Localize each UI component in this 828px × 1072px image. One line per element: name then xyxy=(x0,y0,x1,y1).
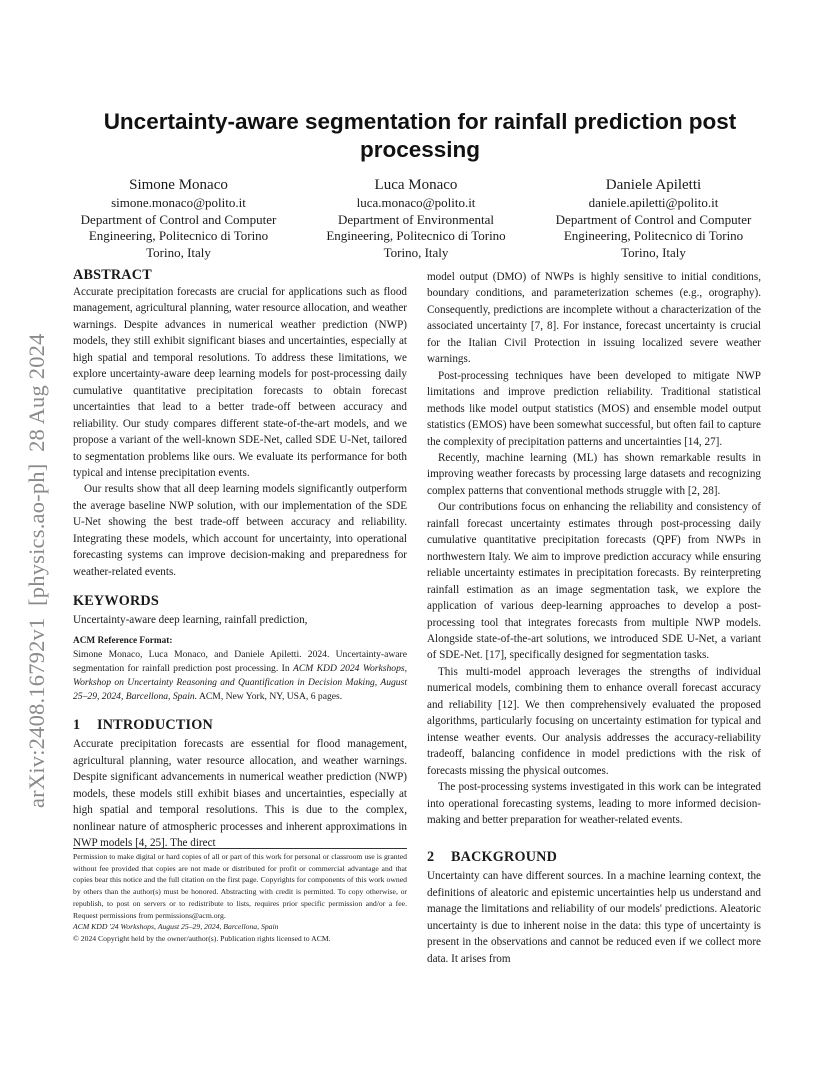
introduction-paragraph: Our contributions focus on enhancing the reliability and consistency of rainfall forecast uncertainty estimates through post-processing daily cumulative quantitative precipitation forecasts (QPF) from NWPs in northwestern Italy. We aim to improve prediction accuracy while ensuring reliable uncertainty estimates in precipitation forecasts. By reinterpreting rainfall estimation as an image segmentation task, we explore the application of various deep-learning approaches to develop a post-processing tool that integrates forecasts from multiple NWP models. Alongside state-of-the-art solutions, we introduced SDE U-Net, a variant of SDE-Net. [17], specifically designed for segmentation tasks. xyxy=(427,501,761,662)
author-name: Luca Monaco xyxy=(374,177,458,193)
author-affiliation: Department of Control and Computer xyxy=(555,211,752,227)
background-paragraph: Uncertainty can have different sources. In a machine learning context, the definitions of aleatoric and epistemic uncertainties help us understand and manage the limitations and reliability of our models' predictions. Aleatoric uncertainty is due to inherent noise in the data: this type of uncertainty is present in the observations and cannot be reduced even if we collect more data. It arises from xyxy=(427,870,761,965)
author-affiliation: Engineering, Politecnico di Torino xyxy=(88,228,269,243)
keywords-heading: KEYWORDS xyxy=(73,593,159,610)
introduction-heading xyxy=(73,716,407,734)
introduction-paragraph: model output (DMO) of NWPs is highly sensitive to initial conditions, boundary conditions, and parameterization schemes (e.g., orography). Consequently, predictions are incomplete without a characterization of the associated uncertainty [7, 8]. For instance, forecast uncertainty is crucial for the Italian Civil Protection in issuing localized severe weather warnings. xyxy=(427,271,761,366)
author-2 xyxy=(298,176,535,261)
introduction-paragraph: Recently, machine learning (ML) has shown remarkable results in improving weather forecasts by processing large datasets and recognizing complex patterns that conventional methods struggle with [2, 28]. xyxy=(427,451,761,497)
author-location: Torino, Italy xyxy=(146,244,211,260)
copyright-line: © 2024 Copyright held by the owner/author(s). Publication rights licensed to ACM. xyxy=(73,933,331,943)
author-name: Simone Monaco xyxy=(129,177,228,193)
author-affiliation: Engineering, Politecnico di Torino xyxy=(326,228,506,243)
author-block xyxy=(60,176,772,261)
acm-reference-venue: ACM KDD 2024 Workshops, Workshop on Uncertainty Reasoning and Quantification in Decision Making, August 25–29, 2024, Barcellona, Spain. xyxy=(73,662,408,703)
author-email: luca.monaco@polito.it xyxy=(356,195,476,210)
left-column xyxy=(73,266,407,852)
venue-line: ACM KDD '24 Workshops, August 25–29, 2024, Barcellona, Spain xyxy=(73,922,279,932)
acm-reference-authors: Simone Monaco, Luca Monaco, and Daniele Apiletti. 2024. Uncertainty-aware segmentation for rainfall prediction post processing. In xyxy=(73,648,407,674)
paper-title: Uncertainty-aware segmentation for rainfall prediction post processing xyxy=(103,109,737,162)
introduction-paragraph: Post-processing techniques have been developed to mitigate NWP limitations and improve prediction reliability. Traditional statistical methods like model output statistics (MOS) and ensemble model output statistics (EMOS) have been somewhat successful, but often fail to capture the complexity of precipitation patterns and uncertainties [14, 27]. xyxy=(427,369,761,448)
author-email: simone.monaco@polito.it xyxy=(111,195,246,210)
keywords-text: Uncertainty-aware deep learning, rainfall prediction, xyxy=(73,614,308,627)
copyright-footnote xyxy=(73,851,407,945)
author-email: daniele.apiletti@polito.it xyxy=(588,195,719,210)
permission-notice: Permission to make digital or hard copies of all or part of this work for personal or classroom use is granted without fee provided that copies are not made or distributed for profit or commercial advantage and that copies bear this notice and the full citation on the first page. Copyrights for components of this work owned by others than the author(s) must be honored. Abstracting with credit is permitted. To copy otherwise, or republish, to post on servers or to redistribute to lists, requires prior specific permission and/or a fee. Request permissions from permissions@acm.org. xyxy=(73,852,407,920)
introduction-paragraph: Accurate precipitation forecasts are essential for flood management, agricultural planning, water resource allocation, and weather warnings. Despite significant advancements in numerical weather prediction (NWP) models, these models still exhibit biases and uncertainties, especially at high spatial and temporal resolutions. This is due to the complex, nonlinear nature of atmospheric processes and inherent approximations in NWP models [4, 25]. The direct xyxy=(73,738,407,850)
abstract-paragraph: Accurate precipitation forecasts are crucial for applications such as flood management, agricultural planning, water resource allocation, and weather warnings. Despite advances in numerical weather prediction (NWP) models, they still exhibit significant biases and uncertainties, especially at high spatial and temporal resolutions. To address these limitations, we explore uncertainty-aware deep learning models for post-processing daily cumulative quantitative precipitation forecasts to obtain forecast uncertainties that lead to a better trade-off between accuracy and reliability. Our study compares different state-of-the-art models, and we propose a variant of the well-known SDE-Net, called SDE U-Net, tailored to segmentation problems like ours. We evaluate its performance for both typical and intense precipitation events. xyxy=(73,286,407,479)
author-affiliation: Department of Environmental xyxy=(338,211,494,227)
acm-reference-heading: ACM Reference Format: xyxy=(73,635,173,646)
right-column xyxy=(427,269,761,967)
section-number: 2 xyxy=(427,849,435,866)
author-location: Torino, Italy xyxy=(383,244,449,260)
author-affiliation: Department of Control and Computer xyxy=(80,211,277,227)
author-location: Torino, Italy xyxy=(621,244,686,260)
section-title: BACKGROUND xyxy=(451,849,558,866)
section-title: INTRODUCTION xyxy=(97,717,213,734)
arxiv-identifier-stamp: arXiv:2408.16792v1 [physics.ao-ph] 28 Aug 2024 xyxy=(24,333,49,808)
author-3 xyxy=(535,176,772,261)
introduction-paragraph: This multi-model approach leverages the strengths of individual numerical models, combining them to enhance overall forecast accuracy and reliability [12]. We then comprehensively evaluated the proposed algorithms, particularly focusing on uncertainty estimation for typical and intense weather events. Our analysis addresses the accuracy-reliability tradeoff, balancing confidence in model predictions with the risk of forecasts missing the physical outcomes. xyxy=(427,665,761,777)
introduction-paragraph: The post-processing systems investigated in this work can be integrated into operational forecasting systems, leading to more informed decision-making and better preparation for weather-related events. xyxy=(427,781,761,826)
abstract-paragraph: Our results show that all deep learning models significantly outperform the average baseline NWP solution, with our implementation of the SDE U-Net showing the best trade-off between accuracy and reliability. Integrating these models, which account for uncertainty, into operational forecasting systems can improve decision-making and preparedness for weather-related events. xyxy=(73,483,407,578)
author-affiliation: Engineering, Politecnico di Torino xyxy=(563,228,744,243)
background-heading xyxy=(427,848,761,866)
acm-reference-text xyxy=(73,648,407,705)
footnote-divider xyxy=(73,848,407,849)
author-name: Daniele Apiletti xyxy=(605,177,702,193)
abstract-heading: ABSTRACT xyxy=(73,267,152,283)
acm-reference-publisher: ACM, New York, NY, USA, 6 pages. xyxy=(197,691,343,703)
section-number: 1 xyxy=(73,717,81,734)
author-1 xyxy=(60,176,297,261)
